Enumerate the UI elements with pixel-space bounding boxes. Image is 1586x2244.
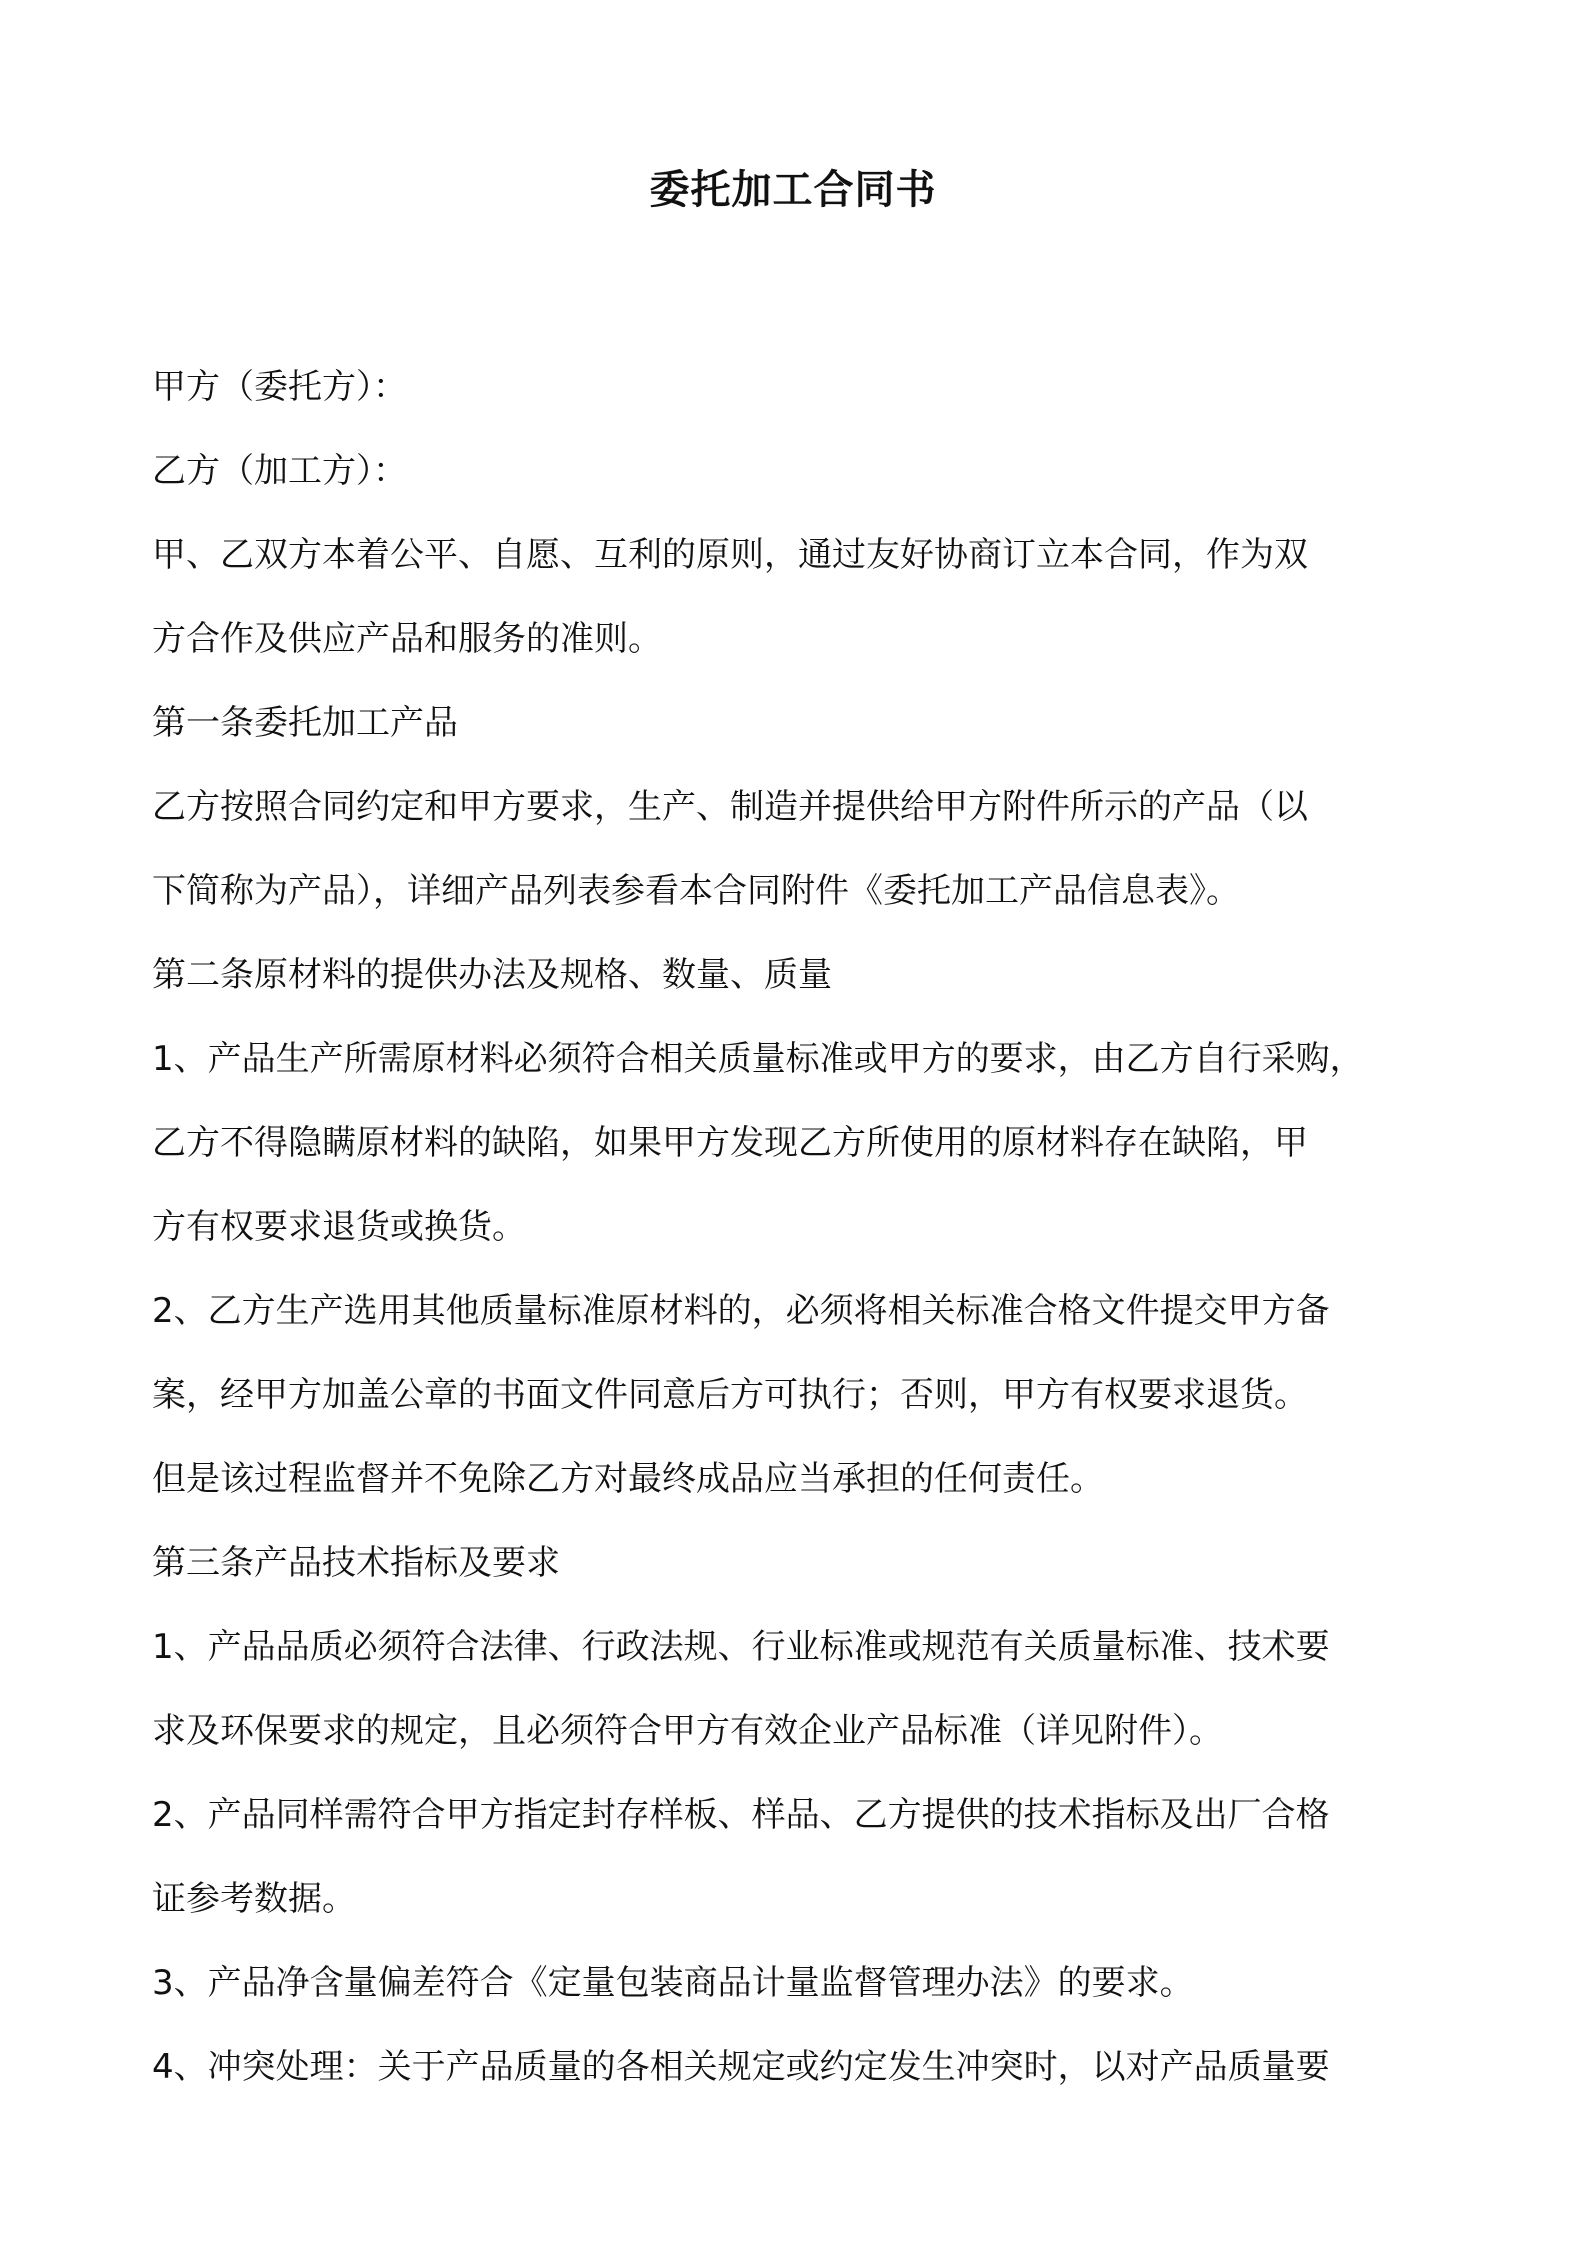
article-text-line: 3、产品净含量偏差符合《定量包装商品计量监督管理办法》的要求。 [152,1963,1194,2003]
article-text-line: 案，经甲方加盖公章的书面文件同意后方可执行；否则，甲方有权要求退货。 [152,1375,1308,1415]
article-text-line: 1、产品品质必须符合法律、行政法规、行业标准或规范有关质量标准、技术要 [152,1627,1330,1667]
article-text-line: 证参考数据。 [152,1879,356,1919]
article-text-line: 1、产品生产所需原材料必须符合相关质量标准或甲方的要求，由乙方自行采购， [152,1039,1364,1079]
article-heading: 第二条原材料的提供办法及规格、数量、质量 [152,955,832,995]
article-text-line: 但是该过程监督并不免除乙方对最终成品应当承担的任何责任。 [152,1459,1104,1499]
article-heading: 第三条产品技术指标及要求 [152,1543,560,1583]
article-text-line: 2、乙方生产选用其他质量标准原材料的，必须将相关标准合格文件提交甲方备 [152,1291,1330,1331]
document-title: 委托加工合同书 [649,167,937,213]
document-body [152,345,1442,2109]
article-text-line: 4、冲突处理：关于产品质量的各相关规定或约定发生冲突时，以对产品质量要 [152,2047,1330,2087]
article-text-line: 乙方按照合同约定和甲方要求，生产、制造并提供给甲方附件所示的产品（以 [152,787,1308,827]
party-b-line: 乙方（加工方）： [152,451,407,491]
article-text-line: 乙方不得隐瞒原材料的缺陷，如果甲方发现乙方所使用的原材料存在缺陷，甲 [152,1123,1308,1163]
party-a-line: 甲方（委托方）： [152,367,407,407]
preamble-line: 方合作及供应产品和服务的准则。 [152,619,662,659]
article-text-line: 2、产品同样需符合甲方指定封存样板、样品、乙方提供的技术指标及出厂合格 [152,1795,1330,1835]
article-heading: 第一条委托加工产品 [152,703,458,743]
preamble-line: 甲、乙双方本着公平、自愿、互利的原则，通过友好协商订立本合同，作为双 [152,535,1308,575]
article-text-line: 下简称为产品），详细产品列表参看本合同附件《委托加工产品信息表》。 [152,871,1240,911]
article-text-line: 求及环保要求的规定，且必须符合甲方有效企业产品标准（详见附件）。 [152,1711,1223,1751]
article-text-line: 方有权要求退货或换货。 [152,1207,526,1247]
